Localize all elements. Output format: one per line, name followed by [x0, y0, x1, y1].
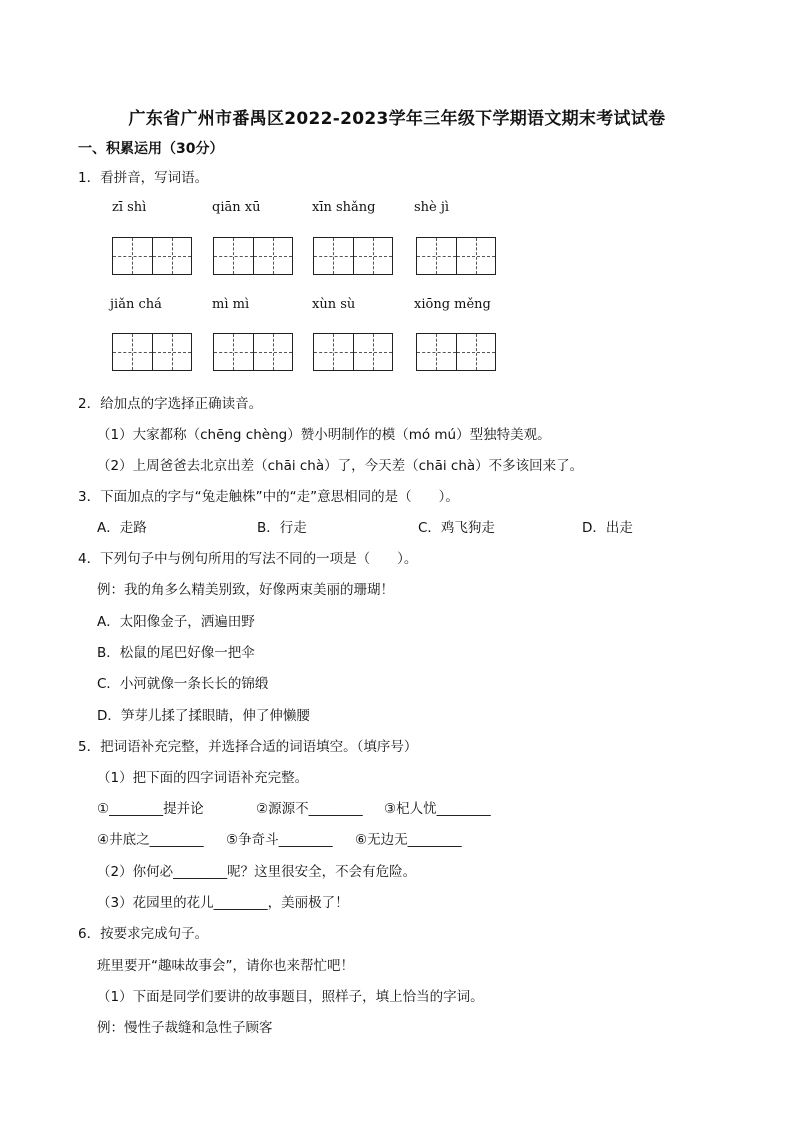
- pinyin-label: shè jì: [414, 200, 450, 215]
- question-1-stem: 1．看拼音，写词语。: [78, 170, 209, 186]
- question-6-stem: 6．按要求完成句子。: [78, 926, 209, 942]
- question-4-example: 例：我的角多么精美别致，好像两束美丽的珊瑚！: [97, 582, 394, 598]
- question-2-item-2: （2）上周爸爸去北京出差（chāi chà）了，今天差（chāi chà）不多该回来了。: [97, 458, 584, 474]
- fill-blank-item[interactable]: ④井底之________: [97, 832, 204, 848]
- page-title: 广东省广州市番禺区2022-2023学年三年级下学期语文期末考试试卷: [128, 109, 666, 129]
- writing-grid-box[interactable]: [313, 237, 393, 275]
- question-4-stem: 4．下列句子中与例句所用的写法不同的一项是（ ）。: [78, 551, 418, 567]
- writing-grid-box[interactable]: [416, 333, 496, 371]
- question-2-stem: 2．给加点的字选择正确读音。: [78, 396, 263, 412]
- pinyin-label: qiān xū: [212, 200, 261, 215]
- option-a[interactable]: A．太阳像金子，洒遍田野: [97, 614, 255, 630]
- question-5-stem: 5．把词语补充完整，并选择合适的词语填空。（填序号）: [78, 739, 418, 755]
- question-6-part-1: （1）下面是同学们要讲的故事题目，照样子，填上恰当的字词。: [97, 989, 484, 1005]
- question-3-stem: 3．下面加点的字与“兔走触株”中的“走”意思相同的是（ ）。: [78, 489, 459, 505]
- option-c[interactable]: C．小河就像一条长长的锦缎: [97, 676, 269, 692]
- question-5-part-1: （1）把下面的四字词语补充完整。: [97, 770, 309, 786]
- fill-blank-item[interactable]: ③杞人忧________: [384, 801, 491, 817]
- option-d[interactable]: D．出走: [582, 520, 633, 536]
- writing-grid-box[interactable]: [112, 237, 192, 275]
- option-c[interactable]: C．鸡飞狗走: [418, 520, 495, 536]
- writing-grid-box[interactable]: [313, 333, 393, 371]
- fill-blank-item[interactable]: ⑥无边无________: [355, 832, 462, 848]
- option-a[interactable]: A．走路: [97, 520, 147, 536]
- pinyin-label: jiǎn chá: [110, 297, 162, 312]
- writing-grid-box[interactable]: [416, 237, 496, 275]
- question-2-item-1: （1）大家都称（chēng chèng）赞小明制作的模（mó mú）型独特美观。: [97, 427, 551, 443]
- fill-blank-item[interactable]: ⑤争奇斗________: [226, 832, 333, 848]
- question-6-example: 例：慢性子裁缝和急性子顾客: [97, 1020, 273, 1036]
- pinyin-label: xùn sù: [312, 297, 356, 312]
- pinyin-label: mì mì: [212, 297, 250, 312]
- question-5-part-2[interactable]: （2）你何必________呢？这里很安全，不会有危险。: [97, 864, 417, 880]
- question-5-part-3[interactable]: （3）花园里的花儿________，美丽极了！: [97, 895, 349, 911]
- writing-grid-box[interactable]: [213, 237, 293, 275]
- pinyin-label: xīn shǎng: [312, 200, 376, 215]
- fill-blank-item[interactable]: ②源源不________: [256, 801, 363, 817]
- fill-blank-item[interactable]: ①________提并论: [97, 801, 204, 817]
- pinyin-label: xiōng měng: [414, 297, 491, 312]
- writing-grid-box[interactable]: [213, 333, 293, 371]
- option-d[interactable]: D．笋芽儿揉了揉眼睛，伸了伸懒腰: [97, 708, 310, 724]
- question-6-intro: 班里要开“趣味故事会”，请你也来帮忙吧！: [97, 958, 354, 974]
- pinyin-label: zī shì: [112, 200, 147, 215]
- option-b[interactable]: B．松鼠的尾巴好像一把伞: [97, 645, 255, 661]
- writing-grid-box[interactable]: [112, 333, 192, 371]
- section-heading: 一、积累运用（30分）: [78, 141, 224, 157]
- option-b[interactable]: B．行走: [257, 520, 307, 536]
